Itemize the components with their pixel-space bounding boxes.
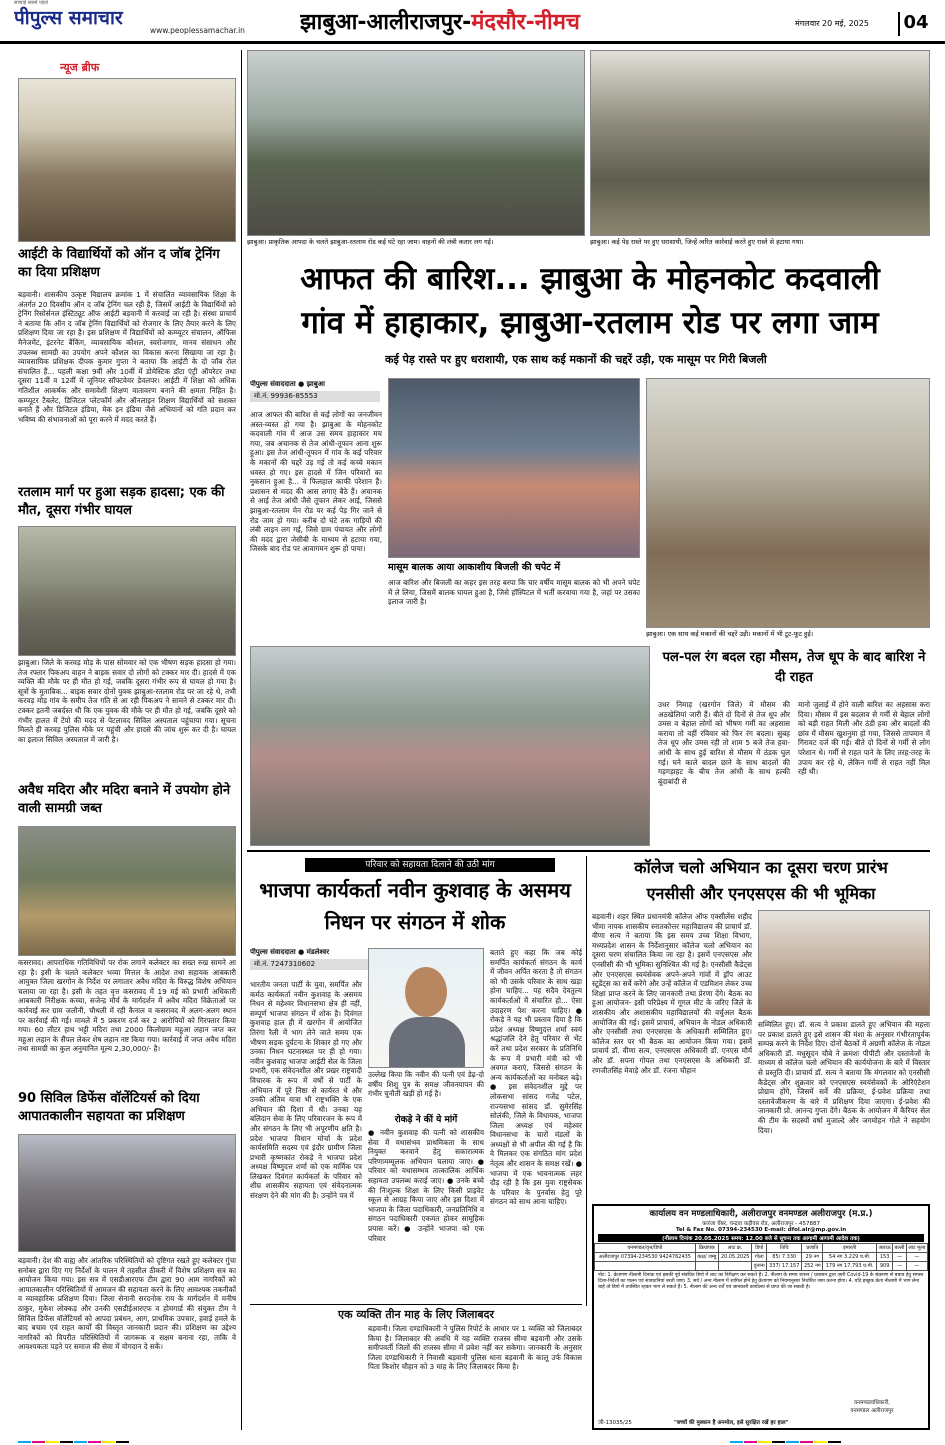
- tender-col-2: लाट क्र.: [718, 1244, 751, 1253]
- accident-photo: [18, 526, 236, 656]
- cell: 54 नग 3.229 घ.मी.: [823, 1253, 877, 1262]
- cell: 85/ 7.330: [767, 1253, 802, 1262]
- masthead: [0, 0, 945, 44]
- table-row: [595, 1262, 928, 1271]
- fallen-trees-photo: [590, 50, 930, 236]
- tender-address: कारंजा चेंबर, चन्द्रवा कड़ीवार रोड, अलीराजपुर - 457887: [701, 1221, 821, 1227]
- college-meeting-photo: [758, 910, 930, 1016]
- cell: —: [893, 1262, 907, 1271]
- tender-signature: [822, 1398, 922, 1414]
- section-title-red: मंदसौर-नीमच: [471, 10, 580, 35]
- lead-headline-1: आफत की बारिश... झाबुआ के मोहनकोट कदवाली: [300, 261, 880, 297]
- college-headline-2: एनसीसी और एनएसएस की भी भूमिका: [646, 884, 876, 903]
- story3-body: कसरावद। आपराधिक गतिविधियों पर रोक लगाने कलेक्टर का सख्त रुख सामने आ रहा है। इसी के चलते कलेक्टर भव्या मित्तल के आदेश तथा सहायक आबकारी आयुक्त जिला खरगोन के निर्देश पर लगातार अवैध मदिरा के विरुद्ध विशेष अभियान चलाया जा रहा है। इसी के तहत वृत्त कसरावद में 19 मई को प्रभारी अधिकारी आबकारी निरीक्षक कच्चा, सजेन्द्र मौर्य के मार्गदर्शन में अवैध मदिरा विक्रेताओं पर कार्रवाई कर ग्राम जलौनी, चौथली में रही कैनाल व कसरावद में अलग-अलग स्थान पर कार्रवाई की गई। मामले में 5 प्रकरण दर्ज कर 2 आरोपियों को गिरफ्तार किया गया। 60 लीटर हाथ भट्टी मदिरा तथा 2000 किलोग्राम महुआ लहान जप्त कर महुआ लहान के सैंपल लेकर शेष लहान नष्ट किया गया। कार्रवाई में जप्त अवैध मदिरा तथा सामग्री का कुल अनुमानित मूल्य 2,30,000/- है।: [18, 958, 236, 1054]
- tender-col-8: बल्ली: [894, 1245, 905, 1251]
- story4-body: बड़वानी। देश की वाह्य और आंतरिक परिस्थितियों को दृष्टिगत रखते हुए कलेक्टर गुंचा सनोबर द्वारा दिए गए निर्देशों के पालन में तहसील ठीकरी में विशेष प्रशिक्षण सत्र का आयोजन किया गया। इस सत्र में एसडीआरएफ टीम द्वारा 90 आम नागरिकों को आपातकालीन परिस्थितियों में आमजन की सहायता करने के लिए आवश्यक तकनीकों व व्यावहारिक प्रशिक्षण दिया। जिला सेनानी सरदनोक राय के मार्गदर्शन में मनीष ठाकुर, मुकेश लोक्कड़ और उनकी एसडीईआरएफ व होमगार्ड की संयुक्त टीम ने सिविल डिफेंस वॉलेंटियर्स को आपदा प्रबंधन, आग, प्राथमिक उपचार, हवाई हमले के बाद बचाव एवं राहत कार्यों की विस्तृत जानकारी प्रदान की। प्रशिक्षण का उद्देश्य नागरिकों को विपरीत परिस्थितियों में जागरूक व सक्षम बनाना रहा, ताकि वे आवश्यकता पड़ने पर समाज की सेवा में योगदान दे सकें।: [18, 1256, 236, 1352]
- story2-body: झाबुआ। जिले के करवड़ मोड़ के पास सोमवार को एक भीषण सड़क हादसा हो गया। तेज रफ्तार पिकअप वाहन ने बाइक सवार दो लोगों को टक्कर मार दी। हादसे में एक व्यक्ति की मौके पर ही मौत हो गई, जबकि दूसरा गंभीर रूप से घायल हो गया है। सूत्रों के मुताबिक... बाइक सवार दोनों युवक झाबुआ-रतलाम रोड पर जा रहे थे, तभी करवड़ मोड़ गांव के समीप तेज गति से आ रही पिकअप ने सामने से टक्कर मार दी। टक्कर इतनी जबर्दस्त थी कि एक युवक की मौके पर ही मौत हो गई, जबकि दूसरे को गंभीर हालत में टेंपो की मदद से पेटलावद सिविल अस्पताल पहुंचाया गया। सूचना मिलते ही करवड़ पुलिस मौके पर पहुंची और हादसे की जांच शुरू कर दी है। घायल का इलाज सिविल अस्पताल में जारी है।: [18, 658, 236, 744]
- bjp-demands: ● नवीन कुशवाह की पत्नी को शासकीय सेवा में यथासंभव प्राथमिकता के साथ नियुक्त करवाने हेतु सकारात्मक परिणामम्मूलक अभियान चलाया जाए। ● परिवार को यथासम्भव तात्कालिक आर्थिक सहायता उपलब्ध कराई जाए। ● उनके बच्चे की निःशुल्क शिक्षा के लिए किसी प्राइवेट स्कूल से आग्रह किया जाए और इस दिशा में भाजपा के जिला पदाधिकारी, जनप्रतिनिधि व संगठन पदाधिकारी एकमत होकर सामूहिक प्रयास करें। ● उन्होंने भाजपा को एक परिवार: [368, 1128, 484, 1243]
- print-color-bar-left: [18, 1434, 218, 1443]
- tender-col-1: क्रियापक: [695, 1244, 718, 1253]
- story1-body: बड़वानी। शासकीय उत्कृष्ट विद्यालय क्रमांक 1 में संचालित व्यावसायिक शिक्षा के अंतर्गत 20 दिवसीय ऑन द जॉब ट्रेनिंग चल रही है, जिसमें आईटी के विद्यार्थियों को ट्रेनिंग रिसोर्सनल इंस्टिट्यूट ऑफ आईटी बड़वानी में करवाई जा रही है। संस्था प्राचार्य ने बताया कि ऑन द जॉब ट्रेनिंग विद्यार्थियों को रोजगार के लिए तैयार करने के लिए प्रशिक्षण दिया जा रहा है। इस प्रशिक्षण में विद्यार्थियों को कम्प्यूटर संचालन, ऑफिस मैनेजमेंट, इंटरनेट बैंकिंग, व्यावसायिक कौशल, स्वरोजगार, मानव संसाधन और उपलब्ध सामग्री का उपयोग अपने कौशल का विकास करना सिखाया जा रहा है। व्यावसायिक प्रशिक्षक दीपक कुमार गुप्ता ने बताया कि आईटी के दो जॉब रोल संचालित हैं... पहली कक्षा 9वीं और 10वीं में डोमेस्टिक डॉटा एंट्री ऑपरेटर तथा दूसरा 11वीं व 12वीं में जूनियर सॉफ्टवेयर डेवलपर। आईटी में शिक्षा को अधिक गतिशील आकर्षक और समावेशी शिक्षण वातावरण बनाने की क्षमता निहित है। कम्प्यूटर टैबलेट, डिजिटल प्लेटफॉर्म और ऑनलाइन शिक्षण विद्यार्थियों को सशक्त बनाते हैं और डिजिटल इंडिया, मेक इन इंडिया जैसे अभियानों को गति प्रदान कर भविष्य की संभावनाओं को पूरा करने में मदद करते हैं।: [18, 290, 236, 424]
- tender-table: [594, 1243, 928, 1271]
- child-caption: मासूम बालक आया आकाशीय बिजली की चपेट में: [388, 562, 561, 573]
- story2-headline: रतलाम मार्ग पर हुआ सड़क हादसा; एक की मौत, दूसरा गंभीर घायल: [18, 485, 225, 518]
- college-headline-1: कॉलेज चलो अभियान का दूसरा चरण प्रारंभ: [634, 858, 888, 877]
- weather-body-2: मानो जुलाई में होने वाली बारिश का अहसास करा दिया। मौसम में इस बदलाव से गर्मी से बेहाल लोगों को बड़ी राहत मिली और ठंडी हवा और बादलों की छांव में मौसम खुशनुमा हो गया, जिससे तापमान में गिरावट दर्ज की गई। बीते दो दिनों से गर्मी से लोग परेशान थे। गर्मी से राहत पाने के लिए तरह-तरह के उपाय कर रहे थे, लेकिन गर्मी से राहत नहीं मिल रही थी।: [798, 700, 930, 777]
- bjp-col1: भारतीय जनता पार्टी के युवा, समर्पित और कर्मठ कार्यकर्ता नवीन कुशवाह के असमय निधन से महेश्वर विधानसभा क्षेत्र ही नहीं, सम्पूर्ण भाजपा संगठन में शोक है। दिवंगत कुशवाह हाल ही में खरगोन में आयोजित तिरंगा रैली में भाग लेने जाते समय एक भीषण सड़क दुर्घटना के शिकार हो गए और उनका निधन घटनास्थल पर ही हो गया। नवीन कुशवाह भाजपा आईटी सेल के जिला प्रभारी, एक संवेदनशील और प्रखर राष्ट्रवादी विचारक के रूप में वर्षों से पार्टी के अभियान में पूरे निष्ठा से कार्यरत थे और उनकी अंतिम यात्रा भी राष्ट्रभक्ति के एक अभियान की दिशा में थी। उनका यह बलिदान सेवा के लिए परिवारजन के रूप में और संगठन के लिए भी अपूरणीय क्षति है। प्रदेश भाजपा विधान मोर्चा के प्रदेश कार्यसमिति सदस्य एवं इंदौर ग्रामीण जिला प्रभारी कृष्णकांत रोकड़े ने भाजपा प्रदेश अध्यक्ष विष्णुदत्त शर्मा को एक मार्मिक पत्र लिखकर दिवंगत कार्यकर्ता के परिवार को शीघ्र शासकीय सहायता एवं संवेदनात्मक संरक्षण देने की मांग की है। उन्होंने पत्र में: [250, 980, 362, 1201]
- cell: —: [893, 1253, 907, 1262]
- bjp-photo-caption: उल्लेख किया कि नवीन की पत्नी एवं डेढ़-दो वर्षीय शिशु पुत्र के समक्ष जीवनयापन की गंभीर चुनौती खड़ी हो गई है।: [368, 1070, 484, 1099]
- tender-col-5: प्रजाति: [802, 1244, 823, 1253]
- bjp-col3: बताते हुए कहा कि जब कोई समर्पित कार्यकर्ता संगठन के कार्य में जीवन अर्पित करता है तो संगठन को भी उसके परिवार के साथ खड़ा होना चाहिए... यह सदैव देवतुल्य कार्यकर्ताओं में संचारित हो... ऐसा उदाहरण पेश करना चाहिए। ● रोकड़े ने यह भी प्रस्ताव दिया है कि प्रदेश अध्यक्ष विष्णुदत्त शर्मा स्वयं श्रद्धांजलि देने हेतु परिवार से भेंट करें तथा प्रदेश सरकार के प्रतिनिधि के रूप में प्रभारी मंत्री को भी अवगत कराएं, जिससे संगठन के अन्य कार्यकर्ताओं का मनोबल बढ़े। ● इस संवेदनशील मुद्दे पर लोकसभा सांसद गजेंद्र पटेल, राज्यसभा सांसद डॉ. सुमेरसिंह सोलंकी, जिले के विधायक, भाजपा जिला अध्यक्ष एवं महेश्वर विधानसभा के चारों मंडलों के अध्यक्षों से भी अपील की गई है कि वे मिलकर एक संगठित मांग प्रदेश नेतृत्व और शासन के समक्ष रखें। ● भाजपा में एक भावनात्मक लहर दौड़ रही है कि इस युवा राष्ट्रसेवक के परिवार के पुनर्वास हेतु पूरे संगठन को साथ आना चाहिए।: [490, 948, 582, 1207]
- news-brief-label: न्यूज ब्रीफ: [60, 61, 100, 74]
- fallen-trees-caption: झाबुआ। कई पेड़ रास्ते पर हुए धराशायी, जिन्हें त्वरित कार्रवाई करते हुए रास्ते से हटाया गया।: [590, 238, 804, 246]
- story3-headline: अवैध मदिरा और मदिरा बनाने में उपयोग होने वाली सामग्री जब्त: [18, 783, 231, 816]
- damaged-houses-caption: झाबुआ। एक साथ कई मकानों की चद्दरें उड़ी। मकानों में भी टूट-फूट हुई।: [646, 630, 814, 638]
- issue-date: मंगलवार 20 मई, 2025: [795, 19, 869, 28]
- road-jam-photo: [247, 50, 585, 236]
- jilabadar-headline: एक व्यक्ति तीन माह के लिए जिलाबदर: [338, 1308, 494, 1320]
- village-street-photo: [250, 646, 650, 846]
- cell: [718, 1262, 751, 1271]
- tender-sign-1: वनमण्डलाधिकारी,: [854, 1400, 890, 1406]
- tender-title: कार्यालय वन मण्डलाधिकारी, अलीराजपुर वनमण्डल अलीराजपुर (म.प्र.): [649, 1209, 873, 1219]
- tender-notes: नोट: 1. क्रेतागण नीलामी दिनांक एवं इसकी पूर्व संबंधित डिपो में लाट का निरीक्षण कर सकते हैं। 2. नीलाम के समय शासन / प्रशासन द्वारा जारी Covid-19 के संक्रमण से बचाव हेतु समस्त दिशा-निर्देशों का पालन एवं सावधानियां बरती जाएं। 3. सर्व / अन्य नीलाम में शामिल होने हेतु क्रेतागण को नियमानुसार निर्धारित जमा करना होगा। 4. यदि इच्छुक क्रेता नीलामी में भाग लेना चाहे तो डिपो में उपस्थित रहकर भाग ले सकते हैं। 5. नीलाम की अन्य शर्तें एवं जानकारी कार्यालय से प्राप्त की जा सकती है।: [598, 1273, 924, 1290]
- lead-byline: [250, 380, 380, 404]
- portrait-body: [389, 1017, 465, 1068]
- masthead-tagline: सच्चाई सबसे पहले: [14, 0, 48, 6]
- print-color-bar-right: [730, 1434, 930, 1443]
- table-row: [595, 1253, 928, 1262]
- weather-headline: पल-पल रंग बदल रहा मौसम, तेज धूप के बाद बारिश ने दी राहत: [662, 650, 926, 685]
- cell: 153: [877, 1253, 893, 1262]
- vertical-divider-2: [586, 856, 587, 1306]
- portrait-head: [405, 967, 447, 1017]
- tender-contact[interactable]: Tel & Fax No. 07394-234530 E-mail: dfol.alr@mp.gov.in: [675, 1227, 847, 1233]
- story1-headline: आईटी के विद्यार्थियों को ऑन द जॉब ट्रेनिंग का दिया प्रशिक्षण: [18, 247, 220, 280]
- weather-body-1: उधर निमाड़ (खरगोन जिले) में मौसम की अठखेलियां जारी हैं। बीते दो दिनों से तेज धूप और उमस व बेहाल लोगों को भीषण गर्मी का अहसास कराया तो वहीं रविवार को फिर रंग बदला। सुबह तेज धूप और उमस रही तो शाम 5 बजे तेज हवा-आंधी के साथ हुई बारिश से मौसम में ठंडक घुल गई। घने काले बादल छाने के साथ बादलों की गड़गड़ाहट के बीच तेज आंधी के साथ हल्की बूंदाबांदी से: [658, 700, 790, 786]
- college-body-1: बड़वानी। शहर स्थित प्रधानमंत्री कॉलेज ऑफ एक्सीलेंस शहीद भीमा नायक शासकीय स्नातकोत्तर महाविद्यालय की प्राचार्य डॉ. वीणा सत्य ने बताया कि इस समय उच्च शिक्षा विभाग, मध्यप्रदेश शासन के निर्देशानुसार कॉलेज चलो अभियान का दूसरा चरण संचालित किया जा रहा है। इसमें एनएसएस और एनसीसी की भी भूमिका सुनिश्चित की गई है। एनसीसी कैडेट्स और एनएसएस स्वयंसेवक अपने-अपने गांवों में ड्रॉप आउट स्टूडेंट्स का सर्वे करेंगे और उन्हें कॉलेज में एडमिशन लेकर उच्च शिक्षा प्राप्त करने के लिए जानकारी तथा प्रेरणा देंगे। बैठक का हुआ आयोजन- इसी परिप्रेक्ष्य में गूगल मीट के जरिए जिले के शासकीय और अशासकीय महाविद्यालयों की वर्चुअल बैठक आयोजित की गई। इसमें प्राचार्य, अभियान के नोडल अधिकारी और एनसीसी तथा एनएसएस के अधिकारी सम्मिलित हुए। कॉलेज स्तर पर भी बैठक का आयोजन किया गया। इसमें प्राचार्य डॉ. वीणा सत्य, एनएसएस अधिकारी डॉ. एनएस मौर्य और डॉ. सपना गोयल तथा एनएसएस के अधिकारी डॉ. रणजीतसिंह मेवाड़े और डॉ. रंजना चौहान: [592, 912, 752, 1075]
- cell: [695, 1262, 718, 1271]
- cell: 252 नग: [802, 1262, 823, 1271]
- tender-col-7: जलाऊ: [878, 1245, 891, 1251]
- tender-col-6: इमारती: [823, 1244, 877, 1253]
- cell: [595, 1262, 696, 1271]
- byline-mobile: मो.नं. 99936-85553: [250, 391, 380, 402]
- column-divider: [241, 50, 242, 1430]
- logo-text: पीपुल्स समाचार: [14, 7, 123, 29]
- tender-col-0: वनमण्डल/वृत्त/डिपो: [595, 1244, 696, 1253]
- jilabadar-body: बड़वानी। जिला दण्डाधिकारी ने पुलिस रिपोर्ट के आधार पर 1 व्यक्ति को जिलाबदर किया है। जिलाबदर की अवधि में यह व्यक्ति राजस्व सीमा बड़वानी और उसके समीपवर्ती जिलों की राजस्व सीमा में प्रवेश नहीं कर सकेगा। जानकारी के अनुसार जिला दण्डाधिकारी ने निवासी बड़वानी पुलिस थाना बड़वानी के कालू उर्फ विकास पिता किशोर चौहान को 3 माह के लिए जिलाबदर किया है।: [368, 1324, 582, 1372]
- bjp-byline-text: पीपुल्स संवाददाता ● मंडलेश्वर: [250, 948, 330, 956]
- bjp-kicker: परिवार को सहायता दिलाने की उठी मांग: [305, 858, 555, 872]
- tender-col-9: लाट मूल्य: [906, 1244, 927, 1253]
- cell: 29 नग: [802, 1253, 823, 1262]
- site-url[interactable]: www.peoplessamachar.in: [150, 26, 245, 35]
- tender-col-3: डिपो: [752, 1244, 767, 1253]
- cell: अलीराजपुर 07394-234530 9424762435: [595, 1253, 696, 1262]
- jilabadar-headline-bar: [250, 1304, 582, 1320]
- it-students-photo: [18, 78, 236, 242]
- road-jam-caption: झाबुआ। प्राकृतिक आपदा के चलते झाबुआ-रतलाम रोड कई घंटे रहा जाम। वाहनों की लंबी कतार लग गई।: [247, 238, 494, 246]
- lead-subhead: कई पेड़ रास्ते पर हुए धराशायी, एक साथ कई मकानों की चद्दरें उड़ी, एक मासूम पर गिरी बिजली: [385, 353, 767, 366]
- lead-headline-2: गांव में हाहाकार, झाबुआ-रतलाम रोड पर लगा जाम: [301, 305, 879, 341]
- cell: वुनाना: [753, 1263, 765, 1269]
- cell: कक्ष/ जम्बु: [695, 1253, 718, 1262]
- tender-slogan: "बच्चों की मुस्कान है अनमोल, इसे सुरक्षित रखें हर हाल": [674, 1420, 789, 1426]
- naveen-kushwah-photo: [368, 948, 484, 1068]
- bjp-headline: भाजपा कार्यकर्ता नवीन कुशवाह के असमय निधन पर संगठन में शोक: [259, 878, 571, 934]
- college-body-2: सम्मिलित हुए। डॉ. सत्य ने प्रकाश डालते हुए अभियान की महत्ता पर प्रकाश डालते हुए इसे शासन की मंशा के अनुसार गंभीरतापूर्वक सम्पन्न करने के निर्देश दिए। दोनों बैठकों में अग्रणी कॉलेज के नोडल अधिकारी डॉ. मधुसूदन चौबे ने क्रमशः पीपीटी और दस्तावेजों के माध्यम से कॉलेज चलो अभियान की कार्ययोजना के बारे में विस्तार से प्रस्तुति दी। प्राचार्य डॉ. सत्य ने बताया कि मंगलवार को एनसीसी कैडेट्स और शुक्रवार को एनएसएस स्वयंसेवकों के ओरिएंटेशन प्रोग्राम होंगे, जिसमें सर्वे की प्रक्रिया, ई-प्रवेश प्रक्रिया तथा दस्तावेजीकरण के बारे में प्रशिक्षण दिया जाएगा। ई-प्रवेश की जानकारी प्रो. आनन्द गुप्ता देंगे। बैठक के आयोजन में कैरियर सेल की टीम के सदस्यों वर्षा मुजाल्दे और जगमोहन गोले ने सहयोग दिया।: [758, 1020, 930, 1135]
- liquor-seizure-photo: [18, 826, 236, 956]
- lead-body: आज आफत की बारिश से कई लोगों का जनजीवन अस्त-व्यस्त हो गया है। झाबुआ के मोहनकोट कदवाली गांव में आज उस समय हाहाकार मच गया, जब अचानक से तेज आंधी-तूफान आना शुरू हुआ। इस तेज आंधी-तूफान में गांव के कई परिवार के मकानों की चद्दरें उड़ गई तो कई कच्चे मकान धवस्त हो गए। इस हादसे में जिन परिवारों का नुकसान हुआ है... वे फिलहाल काफी परेशान हैं। प्रशासन से मदद की आस लगाए बैठे हैं। अचानक से आई तेज आंधी जैसे तूफान लेकर आई, जिससे झाबुआ-रतलाम मेन रोड पर कई पेड़ गिर जाने से रोड जाम हो गया। करीब दो घंटे तक गाड़ियों की लंबी लाइन लग गई, जिसे ग्राम पंचायत और लोगों की मदद द्वारा जेसीबी के माध्यम से हटाया गया, जिसके बाद रोड पर आवागमन शुरू हो पाया।: [250, 410, 382, 554]
- tender-code: जी-13035/25: [598, 1420, 632, 1426]
- tender-sign-2: वनमण्डल अलीराजपुर: [850, 1408, 894, 1414]
- bjp-byline-mobile: मो.नं. 7247310602: [250, 959, 370, 970]
- tender-header-row: [595, 1244, 928, 1253]
- story4-headline: 90 सिविल डिफेंस वॉलेंटियर्स को दिया आपातकालीन सहायता का प्रशिक्षण: [18, 1091, 200, 1124]
- damaged-houses-photo: [646, 378, 930, 628]
- byline-text: पीपुल्स संवाददाता ● झाबुआ: [250, 380, 325, 388]
- page-number: 04: [898, 12, 932, 36]
- section-title: [300, 6, 670, 36]
- bjp-demands-heading: रोकड़े ने कीं ये मांगें: [394, 1115, 458, 1125]
- tender-notice: [592, 1204, 930, 1430]
- cell: गोला: [752, 1253, 767, 1262]
- tender-col-4: तिथि: [767, 1244, 802, 1253]
- cell: 20.05.2025: [718, 1253, 751, 1262]
- horizontal-divider: [247, 850, 930, 852]
- injured-child-photo: [388, 378, 640, 558]
- cell: 179 नग 17.793 घ.मी.: [823, 1262, 877, 1271]
- bjp-byline: [250, 948, 370, 974]
- cell: 337/ 17.157: [767, 1262, 802, 1271]
- tender-notice-line: (नीलाम दिनांक 20.05.2025 समय: 12.00 बजे से सूचना तक आगामी आगामी आदेश तक): [598, 1234, 924, 1242]
- cell: —: [906, 1253, 927, 1262]
- cell: 909: [877, 1262, 893, 1271]
- civil-defence-photo: [18, 1134, 236, 1252]
- child-body: आज बारिश और बिजली का कहर इस तरह बरपा कि चार वर्षीय मासूम बालक को भी अपने चपेट में ले लिया, जिसमें बालक घायल हुआ है, जिसे हॉस्पिटल में भर्ती करवाया गया है, जहां पर उसका इलाज जारी है।: [388, 578, 640, 607]
- section-title-main: झाबुआ-आलीराजपुर-: [300, 10, 472, 35]
- cell: —: [906, 1262, 927, 1271]
